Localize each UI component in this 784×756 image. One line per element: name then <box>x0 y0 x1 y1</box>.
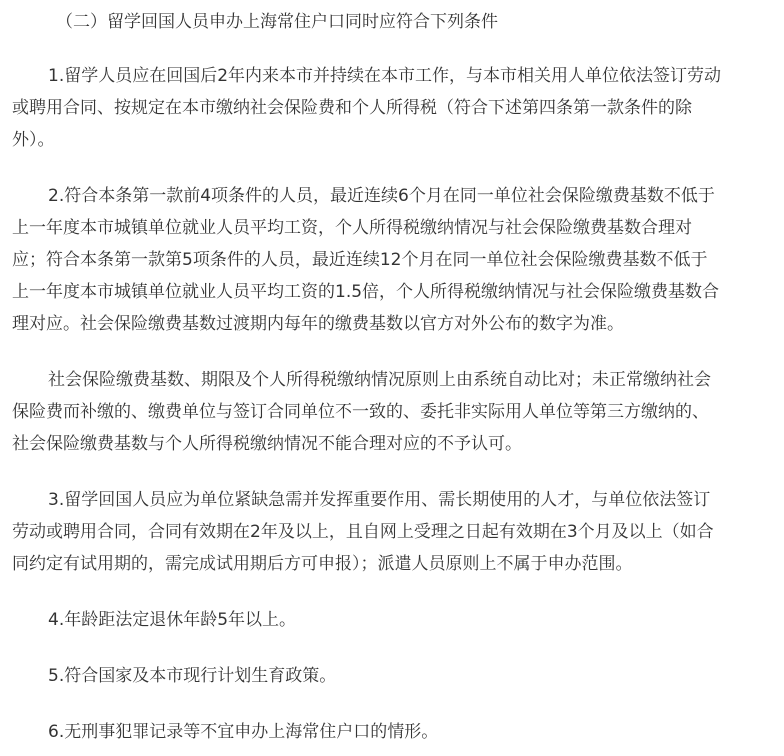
paragraph-line: 劳动或聘用合同，合同有效期在2年及以上，且自网上受理之日起有效期在3个月及以上（如合 <box>12 522 714 542</box>
paragraph-3 <box>12 364 768 460</box>
paragraph-line: 3.留学回国人员应为单位紧缺急需并发挥重要作用、需长期使用的人才，与单位依法签订 <box>48 490 711 510</box>
paragraph-line: 6.无刑事犯罪记录等不宜申办上海常住户口的情形。 <box>48 722 439 742</box>
paragraph-1 <box>12 60 768 156</box>
paragraph-7 <box>12 716 768 748</box>
paragraph-line: 外）。 <box>12 130 55 150</box>
paragraph-4 <box>12 484 768 580</box>
paragraph-line: 1.留学人员应在回国后2年内来本市并持续在本市工作，与本市相关用人单位依法签订劳动 <box>48 66 722 86</box>
paragraph-line: 保险费而补缴的、缴费单位与签订合同单位不一致的、委托非实际用人单位等第三方缴纳的、 <box>12 402 709 422</box>
paragraph-line: 同约定有试用期的，需完成试用期后方可申报）；派遣人员原则上不属于申办范围。 <box>12 554 633 574</box>
paragraph-line: 应；符合本条第一款第5项条件的人员，最近连续12个月在同一单位社会保险缴费基数不低于 <box>12 250 708 270</box>
paragraph-line: 5.符合国家及本市现行计划生育政策。 <box>48 666 337 686</box>
paragraph-6 <box>12 660 768 692</box>
paragraph-5 <box>12 604 768 636</box>
paragraph-2 <box>12 180 768 340</box>
paragraph-line: 上一年度本市城镇单位就业人员平均工资，个人所得税缴纳情况与社会保险缴费基数合理对 <box>12 218 692 238</box>
paragraph-line: 2.符合本条第一款前4项条件的人员，最近连续6个月在同一单位社会保险缴费基数不低于 <box>48 186 715 206</box>
section-heading: （二）留学回国人员申办上海常住户口同时应符合下列条件 <box>56 12 498 32</box>
paragraph-line: 4.年龄距法定退休年龄5年以上。 <box>48 610 297 630</box>
paragraph-line: 上一年度本市城镇单位就业人员平均工资的1.5倍，个人所得税缴纳情况与社会保险缴费基数合 <box>12 282 720 302</box>
paragraph-line: 理对应。社会保险缴费基数过渡期内每年的缴费基数以官方对外公布的数字为准。 <box>12 314 624 334</box>
paragraph-line: 社会保险缴费基数与个人所得税缴纳情况不能合理对应的不予认可。 <box>12 434 522 454</box>
paragraph-line: 或聘用合同、按规定在本市缴纳社会保险费和个人所得税（符合下述第四条第一款条件的除 <box>12 98 692 118</box>
paragraph-line: 社会保险缴费基数、期限及个人所得税缴纳情况原则上由系统自动比对；未正常缴纳社会 <box>48 370 711 390</box>
